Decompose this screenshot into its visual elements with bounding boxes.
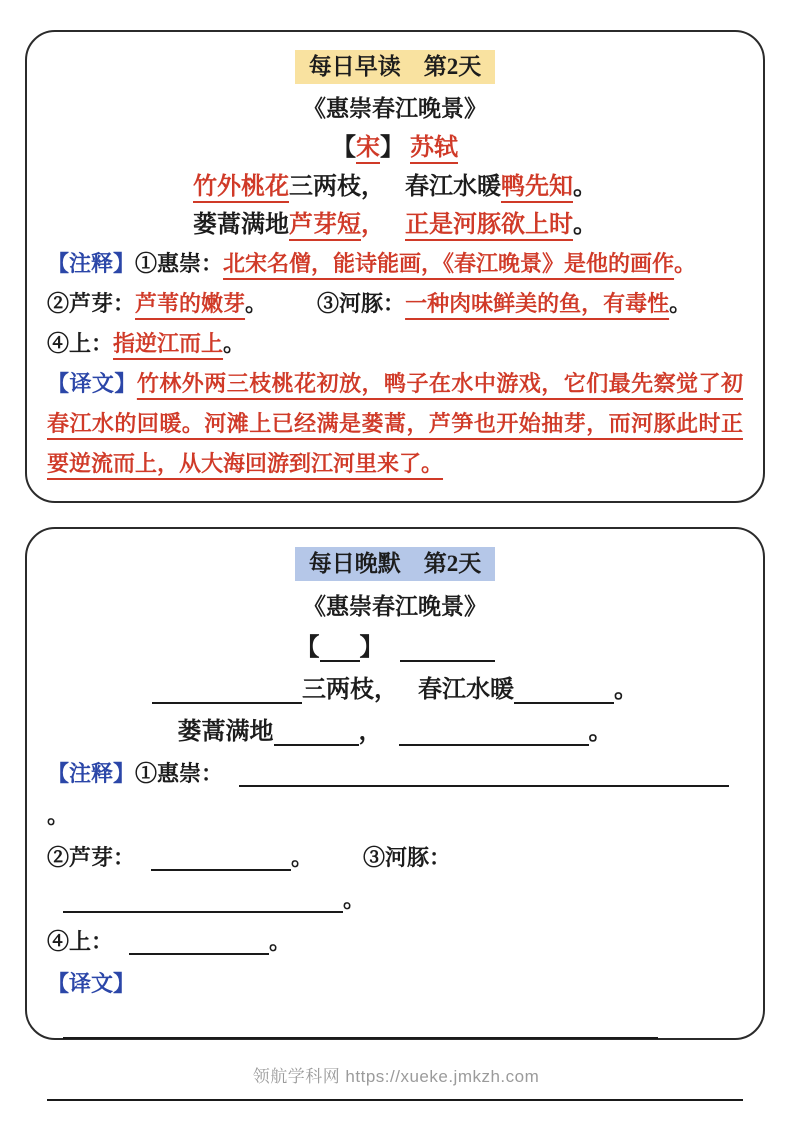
poem-seg: 。 <box>614 677 638 703</box>
note-period: 。 <box>674 251 697 276</box>
morning-poem-line-2 <box>47 206 743 244</box>
poem-blank <box>274 719 359 746</box>
evening-header-badge: 每日晚默 第2天 <box>295 547 496 581</box>
note-definition: 北宋名僧，能诗能画，《春江晚景》是他的画作 <box>223 251 675 276</box>
author-name-blank <box>400 635 495 662</box>
morning-note-2-3 <box>47 284 743 324</box>
note-term: ④上： <box>47 331 114 356</box>
author-dynasty: 宋 <box>356 135 380 161</box>
morning-poem-title: 《惠崇春江晚景》 <box>303 96 487 121</box>
poem-seg: 三两枝， <box>302 677 398 703</box>
note-period: 。 <box>669 291 692 316</box>
note-term: ③河豚： <box>317 291 406 316</box>
poem-seg: ， <box>358 719 383 745</box>
poem-seg: 正是河豚欲上时 <box>405 212 573 238</box>
rule-line <box>47 1101 590 1122</box>
author-bracket-close: 】 <box>380 135 404 161</box>
author-poet-name: 苏轼 <box>410 135 458 161</box>
author-bracket-open: 【 <box>295 635 320 661</box>
note-definition: 芦苇的嫩芽 <box>135 291 246 316</box>
poem-seg: 。 <box>588 719 613 745</box>
poem-seg: 芦芽短 <box>289 212 361 238</box>
notes-label: 【注释】 <box>47 251 136 276</box>
poem-seg: 春江水暖 <box>405 174 501 200</box>
translation-label: 【译文】 <box>47 971 136 996</box>
note-blank <box>129 930 269 955</box>
poem-seg: 三两枝， <box>289 174 385 200</box>
note-period: 。 <box>47 803 70 828</box>
author-dynasty-blank <box>320 635 360 662</box>
note-period: 。 <box>245 291 268 316</box>
poem-blank <box>152 677 302 704</box>
note-definition: 一种肉味鲜美的鱼，有毒性 <box>405 291 670 316</box>
author-bracket-open: 【 <box>332 135 356 161</box>
poem-seg: 竹外桃花 <box>193 174 289 200</box>
evening-translation-row <box>47 963 743 1047</box>
evening-note-4 <box>47 921 743 963</box>
evening-note-2-3 <box>47 837 743 921</box>
author-bracket-close: 】 <box>359 635 384 661</box>
poem-seg: 。 <box>573 212 597 238</box>
evening-header-row <box>47 547 743 587</box>
poem-seg: 蒌蒿满地 <box>193 212 289 238</box>
poem-seg: 。 <box>573 174 597 200</box>
note-blank <box>63 888 343 913</box>
note-period: 。 <box>343 887 366 912</box>
evening-poem-line-2 <box>47 711 743 753</box>
notes-label: 【注释】 <box>47 761 136 786</box>
morning-author-line <box>47 128 743 168</box>
morning-note-1 <box>47 244 743 284</box>
note-period: 。 <box>269 929 292 954</box>
note-term: ①惠崇： <box>135 251 224 276</box>
note-term: ③河豚： <box>363 845 452 870</box>
poem-seg: 春江水暖 <box>418 677 514 703</box>
poem-blank <box>514 677 614 704</box>
evening-author-line <box>47 627 743 669</box>
note-term: ①惠崇： <box>135 761 224 786</box>
translation-writing-line-3 <box>47 1101 743 1122</box>
translation-label: 【译文】 <box>47 371 137 396</box>
poem-seg: 鸭先知 <box>501 174 573 200</box>
note-term: ④上： <box>47 929 114 954</box>
morning-poem-line-1 <box>47 168 743 206</box>
note-blank <box>239 762 729 787</box>
morning-note-4 <box>47 324 743 364</box>
evening-poem-title: 《惠崇春江晚景》 <box>303 594 487 619</box>
translation-text: 竹林外两三枝桃花初放，鸭子在水中游戏，它们最先察觉了初春江水的回暖。河滩上已经满是蒌蒿，芦笋也开始抽芽，而河豚此时正要逆流而上，从大海回游到江河里来了。 <box>47 371 743 476</box>
note-term: ②芦芽： <box>47 291 136 316</box>
watermark: 领航学科网 https://xueke.jmkzh.com <box>252 1067 540 1086</box>
evening-poem-line-1 <box>47 669 743 711</box>
evening-dictation-card <box>25 527 765 1040</box>
poem-seg: ， <box>361 212 385 238</box>
poem-seg: 蒌蒿满地 <box>177 719 274 745</box>
morning-header-badge: 每日早读 第2天 <box>295 50 496 84</box>
note-period: 。 <box>291 845 314 870</box>
evening-note-1 <box>47 753 743 837</box>
note-term: ②芦芽： <box>47 845 136 870</box>
morning-translation <box>47 364 743 484</box>
morning-header-row <box>47 50 743 90</box>
note-period: 。 <box>223 331 246 356</box>
translation-blank <box>63 1014 658 1039</box>
note-blank <box>151 846 291 871</box>
poem-blank <box>399 719 589 746</box>
note-definition: 指逆江而上 <box>113 331 224 356</box>
morning-reading-card <box>25 30 765 503</box>
